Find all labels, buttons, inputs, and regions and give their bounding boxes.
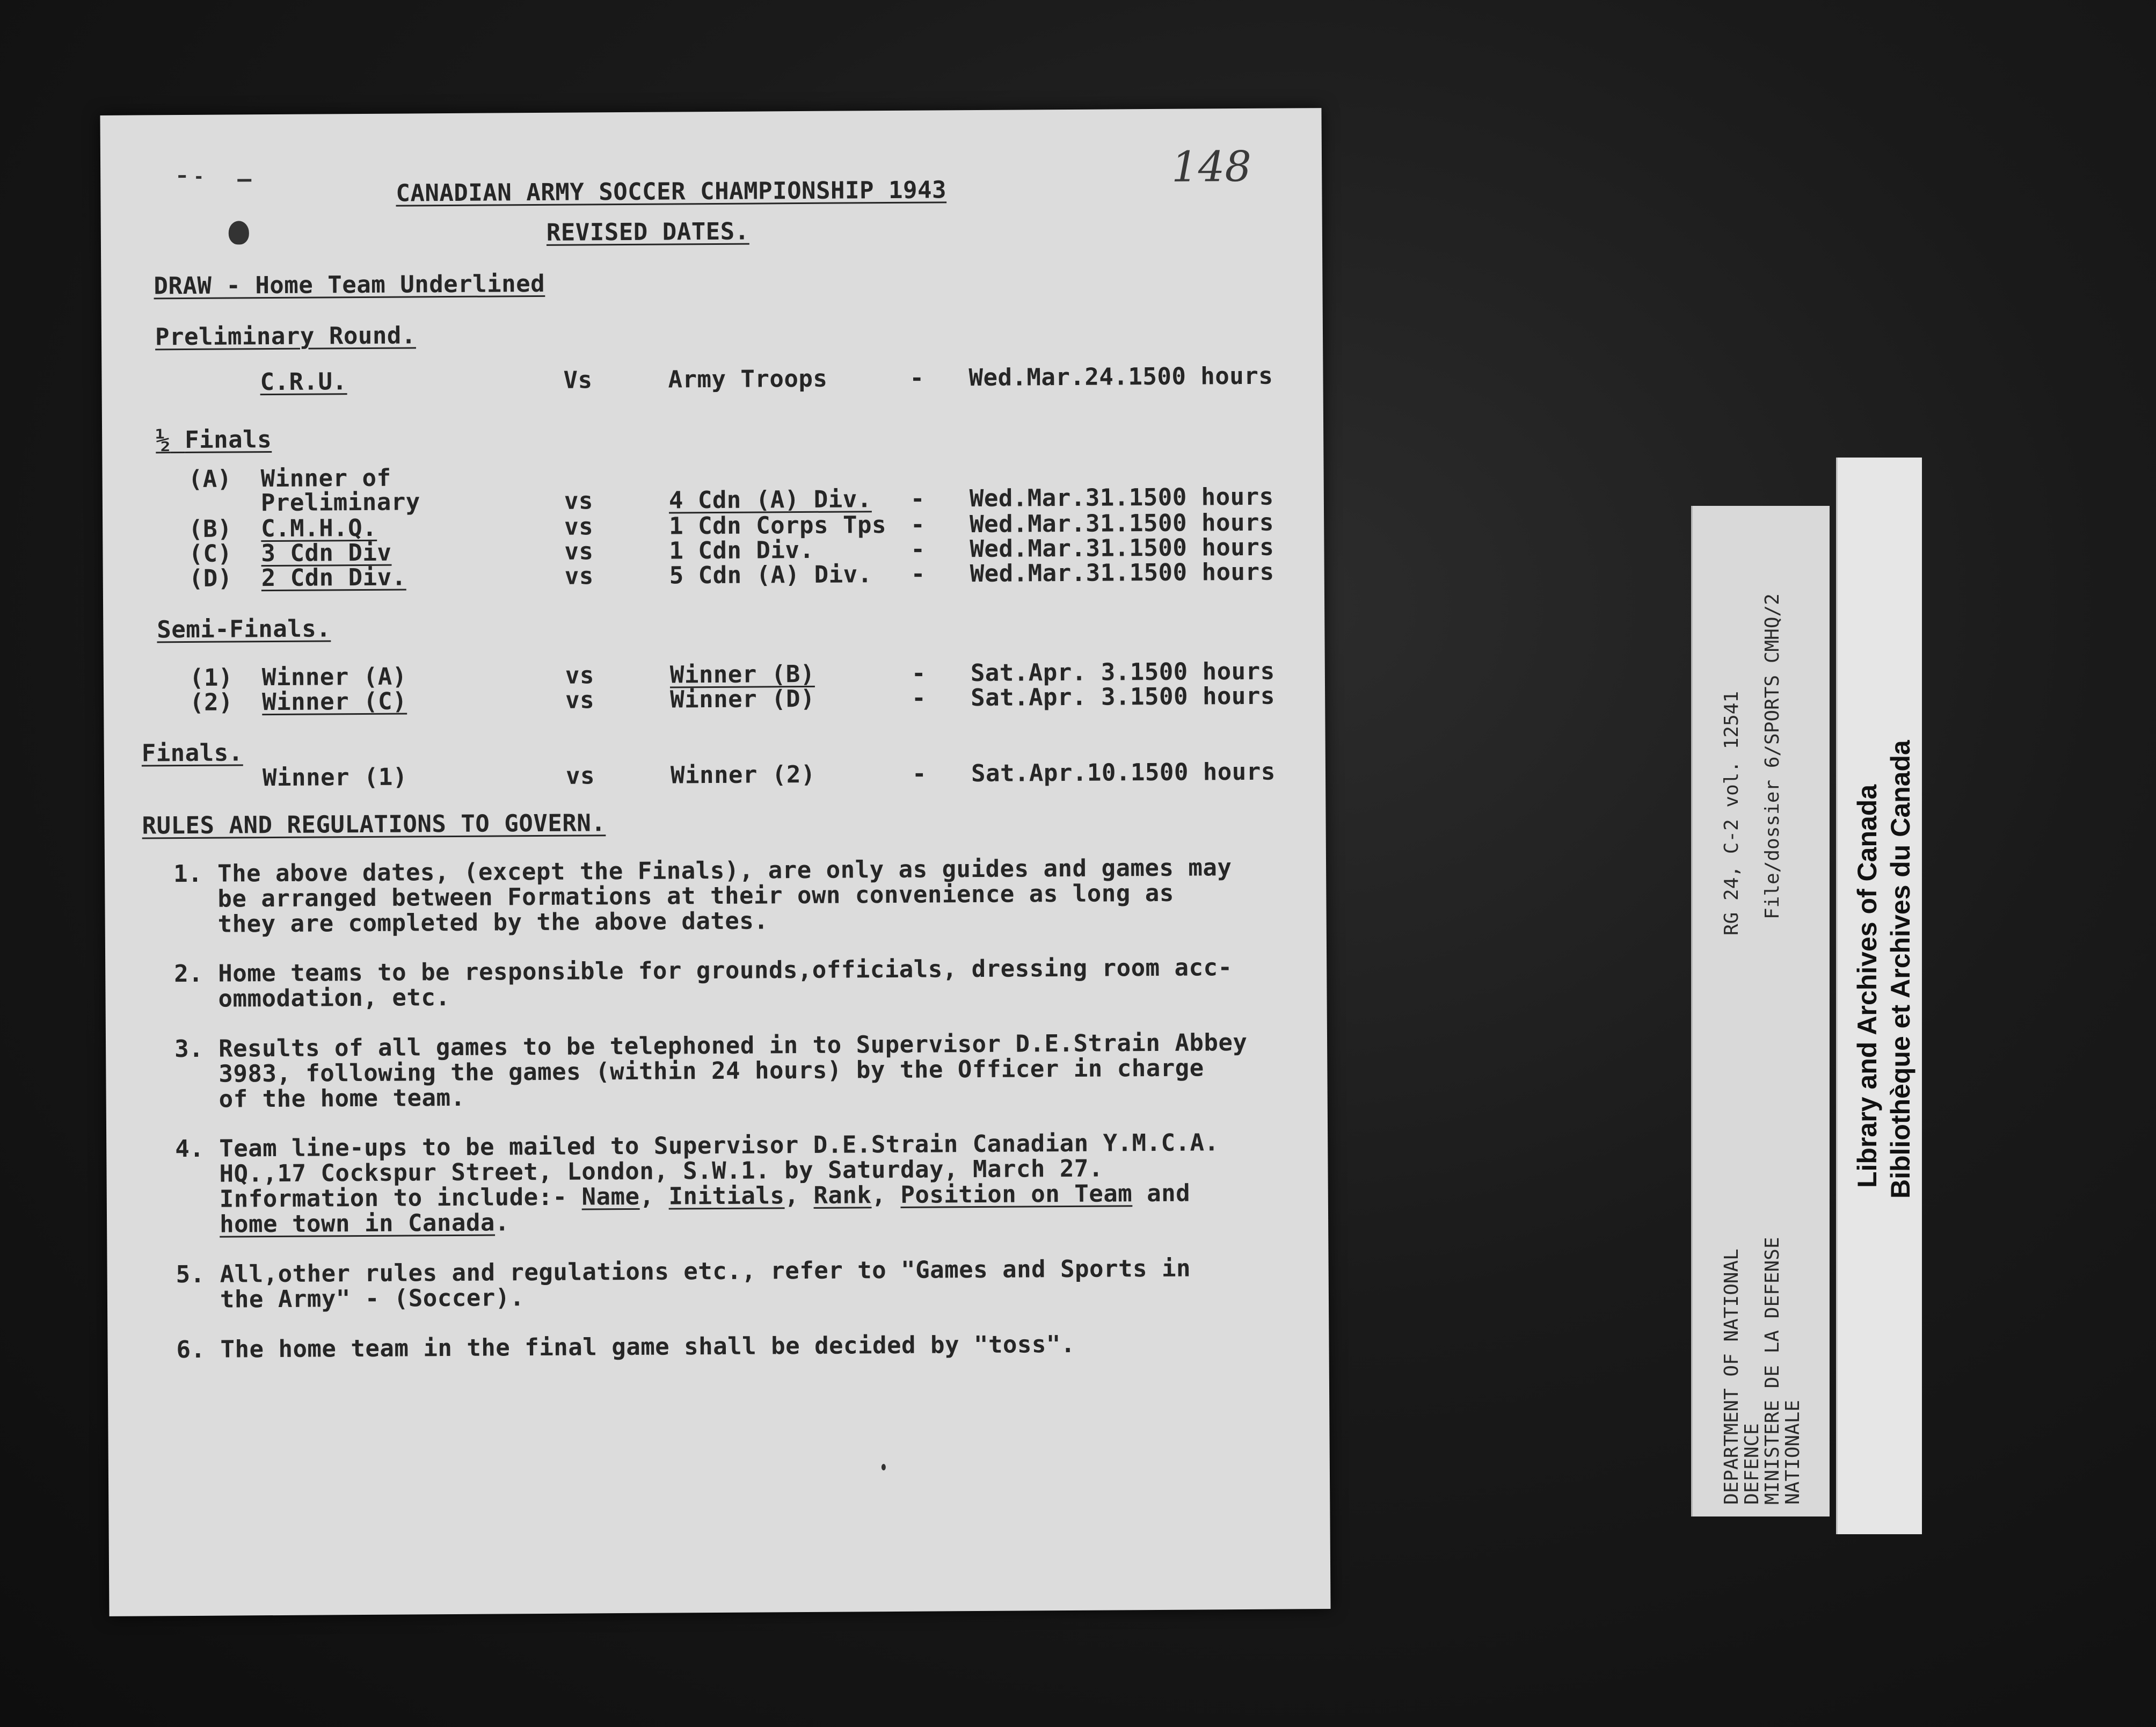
match-dash: - — [911, 560, 926, 588]
match-date: Wed.Mar.31.1500 hours — [970, 509, 1274, 539]
department-fr-line1: MINISTERE DE LA DEFENSE — [1761, 1237, 1783, 1505]
department-en-line2: DEFENCE — [1741, 1423, 1763, 1505]
ink-blot — [229, 221, 249, 244]
match-date: Wed.Mar.31.1500 hours — [969, 483, 1274, 513]
match-tag: (A) — [188, 465, 232, 493]
info-and: and — [1132, 1179, 1191, 1208]
match-away: 1 Cdn Div. — [669, 536, 814, 565]
quarter-finals-heading — [156, 427, 272, 453]
match-vs: vs — [564, 513, 594, 541]
stray-mark — [237, 179, 251, 182]
rule-line: All,other rules and regulations etc., refer to "Games and Sports in — [220, 1254, 1191, 1288]
match-date: Sat.Apr.10.1500 hours — [971, 758, 1276, 788]
match-home: 3 Cdn Div — [261, 539, 392, 568]
match-date: Wed.Mar.31.1500 hours — [970, 533, 1274, 563]
rule-number: 3. — [174, 1035, 204, 1063]
file-number: File/dossier 6/SPORTS CMHQ/2 — [1761, 593, 1783, 919]
match-vs: vs — [564, 487, 594, 515]
info-sep: , — [639, 1182, 669, 1210]
document-title: CANADIAN ARMY SOCCER CHAMPIONSHIP 1943 — [396, 176, 947, 207]
match-tag: (1) — [189, 664, 234, 692]
rules-heading: RULES AND REGULATIONS TO GOVERN. — [142, 809, 606, 840]
match-dash: - — [909, 364, 924, 392]
rule-number: 2. — [174, 960, 203, 988]
match-date: Wed.Mar.24.1500 hours — [968, 362, 1273, 392]
match-vs: vs — [564, 562, 594, 590]
match-vs: vs — [564, 538, 594, 565]
match-home: Winner (A) — [261, 663, 407, 692]
info-initials: Initials — [668, 1182, 785, 1210]
match-dash: - — [911, 535, 926, 563]
rule-number: 6. — [176, 1336, 206, 1364]
match-away: Winner (D) — [669, 685, 815, 714]
match-away: Army Troops — [668, 365, 828, 394]
match-tag: (D) — [188, 564, 232, 592]
match-home-line2: Preliminary — [260, 488, 420, 517]
finals-label: Finals — [185, 426, 272, 454]
rule-line: 3983, following the games (within 24 hours) by the Officer in charge — [218, 1054, 1204, 1088]
match-date: Wed.Mar.31.1500 hours — [970, 558, 1274, 588]
match-vs: vs — [565, 662, 595, 690]
match-dash: - — [912, 760, 927, 788]
match-tag: (B) — [188, 515, 232, 543]
reference-number: RG 24, C-2 vol. 12541 — [1721, 691, 1743, 935]
match-home: C.R.U. — [260, 368, 347, 396]
stray-mark — [196, 176, 201, 179]
rule-number: 4. — [175, 1135, 205, 1163]
match-dash: - — [910, 485, 926, 513]
rule-line: be arranged between Formations at their own convenience as long as — [217, 879, 1174, 913]
match-home: 2 Cdn Div. — [261, 563, 406, 592]
match-home: Winner (1) — [262, 763, 408, 792]
draw-heading: DRAW - Home Team Underlined — [154, 270, 545, 300]
fraction: ½ — [156, 426, 171, 454]
match-date: Sat.Apr. 3.1500 hours — [970, 657, 1275, 687]
info-name: Name — [581, 1182, 640, 1211]
archive-reference-label — [1691, 506, 1830, 1516]
document-page — [100, 108, 1330, 1616]
rule-line: ommodation, etc. — [218, 984, 450, 1013]
library-archives-en: Library and Archives of Canada — [1852, 784, 1882, 1188]
match-vs: vs — [565, 762, 595, 790]
match-dash: - — [911, 511, 926, 539]
info-sep: , — [871, 1181, 901, 1209]
match-vs: Vs — [563, 366, 593, 394]
preliminary-heading: Preliminary Round. — [155, 322, 416, 351]
match-dash: - — [911, 659, 927, 687]
rule-line: Results of all games to be telephoned in to Supervisor D.E.Strain Abbey — [218, 1028, 1248, 1063]
info-home-town: home town in Canada — [219, 1209, 496, 1238]
rule-line — [220, 1210, 509, 1237]
document-subtitle: REVISED DATES. — [546, 217, 749, 246]
info-position: Position on Team — [900, 1180, 1133, 1209]
match-tag: (C) — [188, 540, 232, 568]
info-prefix: Information to include:- — [219, 1183, 582, 1213]
rule-line: of the home team. — [218, 1084, 465, 1113]
match-home: Winner of — [260, 464, 391, 493]
library-archives-fr: Bibliothèque et Archives du Canada — [1885, 740, 1915, 1199]
rule-line: The home team in the final game shall be decided by "toss". — [220, 1330, 1076, 1363]
page-number: 148 — [1171, 142, 1252, 192]
match-tag: (2) — [190, 688, 234, 716]
match-away: 5 Cdn (A) Div. — [669, 561, 872, 590]
info-rank: Rank — [813, 1181, 872, 1209]
department-fr-line2: NATIONALE — [1782, 1399, 1804, 1505]
match-away: 1 Cdn Corps Tps — [669, 511, 887, 540]
match-vs: vs — [565, 686, 595, 714]
info-sep: , — [784, 1181, 814, 1210]
rule-line: Team line-ups to be mailed to Supervisor D.E.Strain Canadian Y.M.C.A. — [219, 1129, 1219, 1163]
match-home: C.M.H.Q. — [261, 514, 377, 543]
match-away: Winner (2) — [670, 760, 816, 789]
match-dash: - — [911, 684, 927, 712]
match-away: Winner (B) — [669, 660, 815, 689]
match-away: 4 Cdn (A) Div. — [668, 485, 872, 514]
rule-number: 5. — [176, 1260, 205, 1289]
match-date: Sat.Apr. 3.1500 hours — [970, 682, 1276, 712]
stray-dot — [882, 1464, 886, 1470]
rule-line: The above dates, (except the Finals), are only as guides and games may — [217, 854, 1232, 888]
info-dot: . — [494, 1209, 510, 1237]
semi-finals-heading: Semi-Finals. — [157, 615, 331, 644]
rule-number: 1. — [173, 860, 203, 888]
finals-heading: Finals. — [141, 739, 243, 767]
rule-line: the Army" - (Soccer). — [220, 1284, 525, 1314]
match-home: Winner (C) — [262, 687, 407, 716]
stray-mark — [178, 175, 186, 178]
rule-line: they are completed by the above dates. — [217, 907, 769, 938]
archive-institution-label — [1836, 458, 1922, 1534]
rule-line — [220, 1181, 1191, 1213]
rule-line: HQ.,17 Cockspur Street, London, S.W.1. by Saturday, March 27. — [219, 1155, 1104, 1188]
department-en-line1: DEPARTMENT OF NATIONAL — [1721, 1249, 1743, 1505]
rule-line: Home teams to be responsible for grounds,officials, dressing room acc- — [218, 954, 1233, 988]
